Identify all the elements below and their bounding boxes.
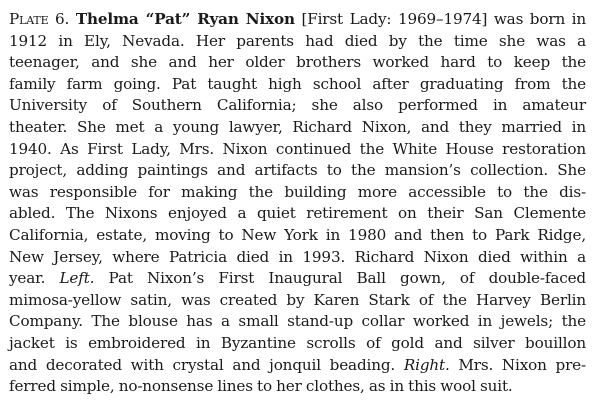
caption-line-3: teenager, and she and her older brothers worked hard to keep the [9,53,586,72]
caption-line-13 [9,268,586,290]
caption-line-8: project, adding paintings and artifacts to the mansion’s collection. She [9,161,586,180]
caption-line-11: California, estate, moving to New York in 1980 and then to Park Ridge, [9,225,586,244]
caption-line-1-text: [First Lady: 1969–1974] was born in [294,10,587,28]
left-label: Left. [59,269,95,288]
caption-line-5: University of Southern California; she also performed in amateur [9,96,586,115]
caption-line-10: abled. The Nixons enjoyed a quiet retirement on their San Clemente [9,204,586,223]
caption-line-1 [9,9,586,31]
caption-line-17-post: Mrs. Nixon pre- [449,355,586,374]
plate-caption [9,9,586,398]
caption-line-13-pre: year. [9,269,60,288]
caption-line-4: family farm going. Pat taught high school after graduating from the [9,74,586,93]
subject-name: Thelma “Pat” Ryan Nixon [75,10,295,28]
caption-line-7: 1940. As First Lady, Mrs. Nixon continued the White House restoration [9,139,586,158]
plate-label: Plate 6. [9,10,70,28]
caption-line-6: theater. She met a young lawyer, Richard Nixon, and they married in [9,117,586,136]
caption-line-12: New Jersey, where Patricia died in 1993. Richard Nixon died within a [9,247,586,266]
caption-line-9: was responsible for making the building more accessible to the dis- [9,182,586,201]
caption-line-13-post: Pat Nixon’s First Inaugural Ball gown, of double-faced [94,269,587,288]
caption-line-17 [9,355,586,377]
caption-line-17-pre: and decorated with crystal and jonquil beading. [9,355,404,374]
right-label: Right. [403,355,450,374]
caption-line-18: ferred simple, no-nonsense lines to her clothes, as in this wool suit. [9,377,513,396]
caption-line-14: mimosa-yellow satin, was created by Karen Stark of the Harvey Berlin [9,290,586,309]
caption-line-16: jacket is embroidered in Byzantine scrolls of gold and silver bouillon [9,333,586,352]
caption-line-15: Company. The blouse has a small stand-up collar worked in jewels; the [9,312,586,331]
caption-line-2: 1912 in Ely, Nevada. Her parents had died by the time she was a [9,31,586,50]
